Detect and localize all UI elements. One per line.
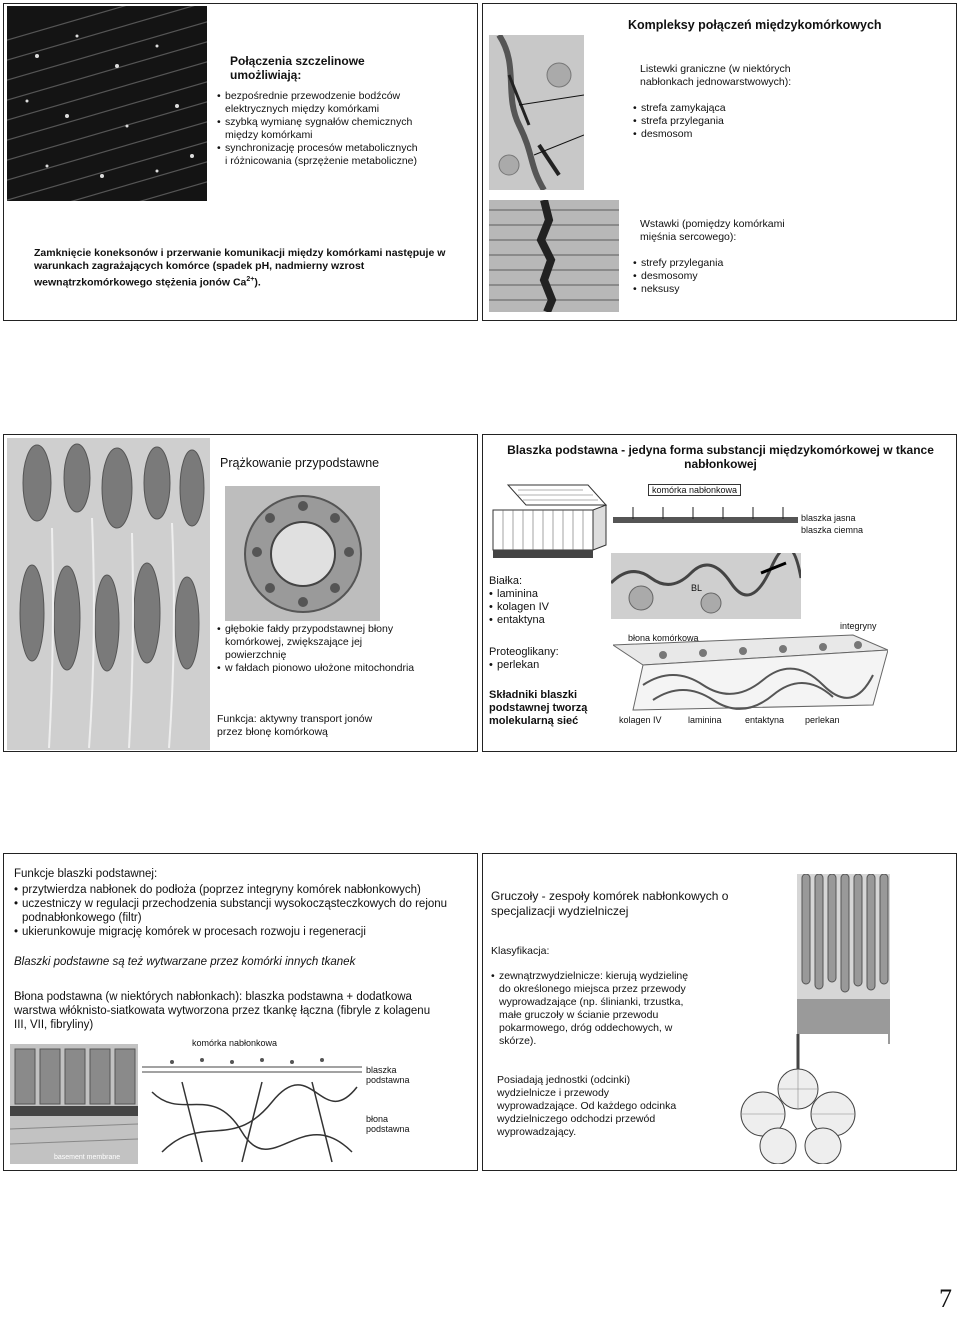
- label-bl: BL: [691, 583, 703, 593]
- slide5-membrane-text: Błona podstawna (w niektórych nabłonkach): blaszka podstawna + dodatkowa warstwa włóknisto-siatkowata wytworzona przez tkankę łączna (fibryle z kolagenu III, VII, fibryliny): [14, 991, 431, 1031]
- label-basal-lamina: blaszka podstawna: [366, 1065, 410, 1085]
- micrograph-svg: [797, 874, 890, 1044]
- micrograph-svg: [489, 200, 619, 312]
- label-basement-membrane: błona podstawna: [366, 1114, 410, 1134]
- label-epithelial-cell: komórka nabłonkowa: [648, 484, 741, 496]
- bullet-2: • uczestniczy w regulacji przechodzenia substancji wysokocząsteczkowych do rejonu podnabłonkowego (filtr): [14, 897, 464, 925]
- micrograph-svg: [10, 1044, 138, 1164]
- label-lamina-lucida: blaszka jasna: [801, 513, 856, 523]
- diagram-svg: [488, 475, 608, 565]
- diagram-epithelium-block: [488, 475, 608, 565]
- slide2-subtitle-2: Wstawki (pomiędzy komórkami mięśnia sercowego):: [640, 218, 785, 243]
- slide1-bottom-text: Zamknięcie koneksonów i przerwanie komunikacji między komórkami następuje w warunkach zagrażających komórce (spadek pH, nadmierny wzrost wewnątrzkomórkowego stężenia jonów $Ca^{2+}$).: [34, 247, 446, 289]
- slide5-bullets: [14, 883, 464, 939]
- slide3-bullets: [217, 623, 417, 675]
- slide-lamina-functions: [3, 853, 478, 1171]
- micrograph-svg: [225, 486, 380, 621]
- micrograph-intercalated-disc: [489, 200, 619, 312]
- label-collagen-iv: kolagen IV: [619, 715, 662, 725]
- bullet-2: • szybką wymianę sygnałów chemicznych między komórkami: [217, 116, 422, 142]
- bullet-1: • strefy przylegania: [633, 257, 833, 270]
- micrograph-svg: [7, 6, 207, 201]
- proteins-list: [489, 588, 599, 627]
- slide1-title: Połączenia szczelinowe umożliwiają:: [230, 54, 365, 82]
- label-integrins: integryny: [840, 621, 877, 631]
- micrograph-glands: [797, 874, 890, 1044]
- proteoglycan-1: • perlekan: [489, 659, 599, 672]
- slide-basal-striation: [3, 434, 478, 752]
- slide2-bullets-2: [633, 257, 833, 296]
- slide2-title: Kompleksy połączeń międzykomórkowych: [628, 18, 882, 32]
- micrograph-basal-folds: [7, 438, 210, 750]
- slide2-subtitle-1: Listewki graniczne (w niektórych nabłonkach jednowarstwowych):: [640, 63, 792, 88]
- bullet-1: • przytwierdza nabłonek do podłoża (poprzez integryny komórek nabłonkowych): [14, 883, 464, 897]
- label-perlecan: perlekan: [805, 715, 840, 725]
- bullet-3: • ukierunkowuje migrację komórek w procesach rozwoju i regeneracji: [14, 925, 464, 939]
- diagram-svg: [708, 1034, 888, 1164]
- bullet-3: • neksusy: [633, 283, 833, 296]
- diagram-svg: [142, 1042, 362, 1167]
- slide3-title: Prążkowanie przypodstawne: [220, 456, 380, 470]
- slide-glands: [482, 853, 957, 1171]
- diagram-basement-membrane: [142, 1042, 362, 1167]
- slide6-bullets: [491, 970, 696, 1048]
- micrograph-svg: [489, 35, 584, 190]
- micrograph-basal-lamina: [611, 553, 801, 619]
- slide5-italic: Blaszki podstawne są też wytwarzane przez komórki innych tkanek: [14, 956, 356, 968]
- bullet-3: • desmosom: [633, 128, 833, 141]
- bullet-3: • synchronizację procesów metabolicznych i różnicowania (sprzężenie metaboliczne): [217, 142, 422, 168]
- label-laminin: laminina: [688, 715, 722, 725]
- label-epithelial-cell: komórka nabłonkowa: [192, 1038, 278, 1048]
- bullet-1: • zewnątrzwydzielnicze: kierują wydzielinę do określonego miejsca przez przewody wyprowadzające (np. ślinianki, trzustka, małe gruczoły w ścianie przewodu pokarmowego, dróg oddechowych, w skórze).: [491, 970, 696, 1048]
- slide3-function: Funkcja: aktywny transport jonów przez błonę komórkową: [217, 713, 373, 738]
- bullet-2: • w fałdach pionowo ułożone mitochondria: [217, 662, 417, 675]
- micrograph-junctional-complex: [489, 35, 584, 190]
- bullet-2: • desmosomy: [633, 270, 833, 283]
- slide6-para: Posiadają jednostki (odcinki) wydzielnicze i przewody wyprowadzające. Od każdego odcinka wydzielniczego odchodzi przewód wyprowadzający.: [497, 1074, 677, 1138]
- label-lamina-densa: blaszka ciemna: [801, 525, 864, 535]
- slide6-title: Gruczoły - zespoły komórek nabłonkowych o specjalizacji wydzielniczej: [491, 889, 729, 918]
- protein-3: • entaktyna: [489, 614, 599, 627]
- slide4-title: Blaszka podstawna - jedyna forma substancji międzykomórkowej w tkance nabłonkowej: [507, 443, 934, 471]
- slide-basal-lamina: [482, 434, 957, 752]
- bullet-1: • strefa zamykająca: [633, 102, 833, 115]
- proteins-title: Białka:: [489, 575, 523, 587]
- micrograph-svg: [7, 438, 210, 750]
- protein-2: • kolagen IV: [489, 601, 599, 614]
- classification-label: Klasyfikacja:: [491, 945, 550, 957]
- slide-junction-complexes: [482, 3, 957, 321]
- label-cell-membrane: błona komórkowa: [628, 633, 699, 643]
- proteoglycans-list: [489, 659, 599, 672]
- micrograph-basement-membrane: [10, 1044, 138, 1164]
- page-number: 7: [939, 1284, 952, 1313]
- micrograph-gap-junctions: [7, 6, 207, 201]
- diagram-acinar-gland: [708, 1034, 888, 1164]
- slide1-bullets: [217, 90, 422, 168]
- micrograph-svg: [611, 553, 801, 619]
- label-entactin: entaktyna: [745, 715, 785, 725]
- proteoglycans-title: Proteoglikany:: [489, 646, 559, 658]
- bullet-1: • głębokie fałdy przypodstawnej błony komórkowej, zwiększające jej powierzchnię: [217, 623, 417, 662]
- label-basement-membrane-micro: basement membrane: [54, 1154, 121, 1161]
- slide-gap-junctions: [3, 3, 478, 321]
- slide2-bullets-1: [633, 102, 833, 141]
- protein-1: • laminina: [489, 588, 599, 601]
- bullet-1: • bezpośrednie przewodzenie bodźców elektrycznych między komórkami: [217, 90, 422, 116]
- slide5-title: Funkcje blaszki podstawnej:: [14, 868, 158, 880]
- network-text: Składniki blaszki podstawnej tworzą molekularną sieć: [489, 689, 588, 727]
- micrograph-duct-cross-section: [225, 486, 380, 621]
- bullet-2: • strefa przylegania: [633, 115, 833, 128]
